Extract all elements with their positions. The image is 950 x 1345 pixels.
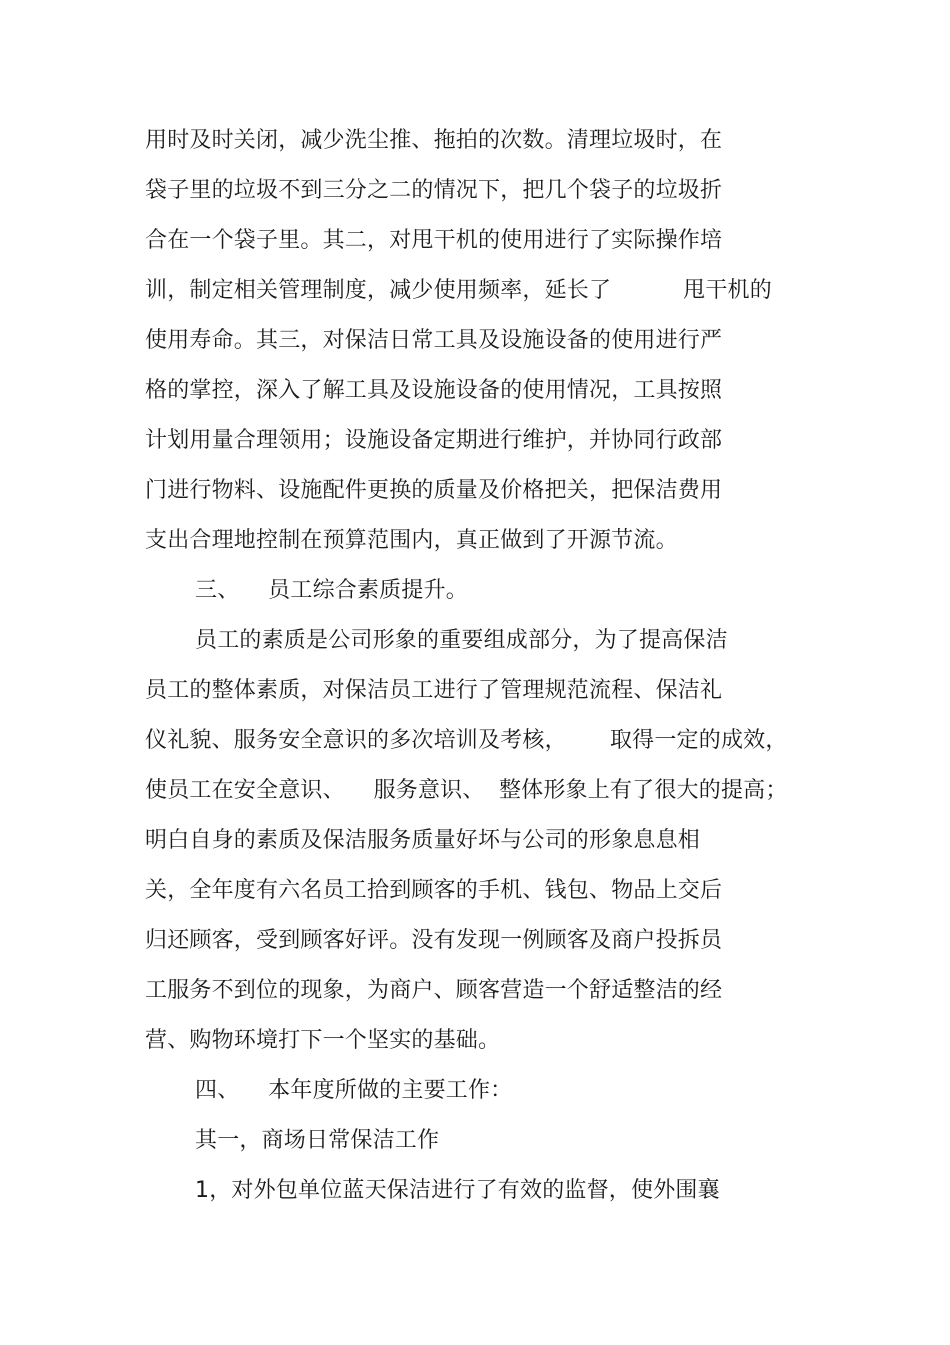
text-line: 仪礼貌、服务安全意识的多次培训及考核， 取得一定的成效， bbox=[145, 728, 788, 753]
text-line: 支出合理地控制在预算范围内，真正做到了开源节流。 bbox=[145, 528, 678, 553]
text-line: 营、购物环境打下一个坚实的基础。 bbox=[145, 1028, 501, 1053]
text-line: 使用寿命。其三，对保洁日常工具及设施设备的使用进行严 bbox=[145, 328, 723, 353]
text-line: 关，全年度有六名员工拾到顾客的手机、钱包、物品上交后 bbox=[145, 878, 723, 903]
text-line: 门进行物料、设施配件更换的质量及价格把关，把保洁费用 bbox=[145, 478, 723, 503]
text-line: 归还顾客，受到顾客好评。没有发现一例顾客及商户投拆员 bbox=[145, 928, 723, 953]
section-heading: 四、 本年度所做的主要工作： bbox=[195, 1078, 513, 1103]
text-line: 明白自身的素质及保洁服务质量好坏与公司的形象息息相 bbox=[145, 828, 701, 853]
subsection-heading: 其一，商场日常保洁工作 bbox=[195, 1128, 440, 1153]
text-line: 用时及时关闭，减少洗尘推、拖拍的次数。清理垃圾时，在 bbox=[145, 128, 723, 153]
text-line: 训，制定相关管理制度，减少使用频率，延长了 甩干机的 bbox=[145, 278, 772, 303]
text-line: 格的掌控，深入了解工具及设施设备的使用情况，工具按照 bbox=[145, 378, 723, 403]
text-line: 合在一个袋子里。其二，对甩干机的使用进行了实际操作培 bbox=[145, 228, 723, 253]
text-line: 使员工在安全意识、 服务意识、 整体形象上有了很大的提高； bbox=[145, 778, 788, 803]
text-line: 工服务不到位的现象，为商户、顾客营造一个舒适整洁的经 bbox=[145, 978, 723, 1003]
text-line: 袋子里的垃圾不到三分之二的情况下，把几个袋子的垃圾折 bbox=[145, 178, 723, 203]
text-line: 1，对外包单位蓝天保洁进行了有效的监督，使外围襄 bbox=[195, 1178, 720, 1203]
text-line: 员工的整体素质，对保洁员工进行了管理规范流程、保洁礼 bbox=[145, 678, 723, 703]
text-line: 员工的素质是公司形象的重要组成部分，为了提高保洁 bbox=[195, 628, 728, 653]
text-line: 计划用量合理领用；设施设备定期进行维护，并协同行政部 bbox=[145, 428, 723, 453]
section-heading: 三、 员工综合素质提升。 bbox=[195, 578, 468, 603]
